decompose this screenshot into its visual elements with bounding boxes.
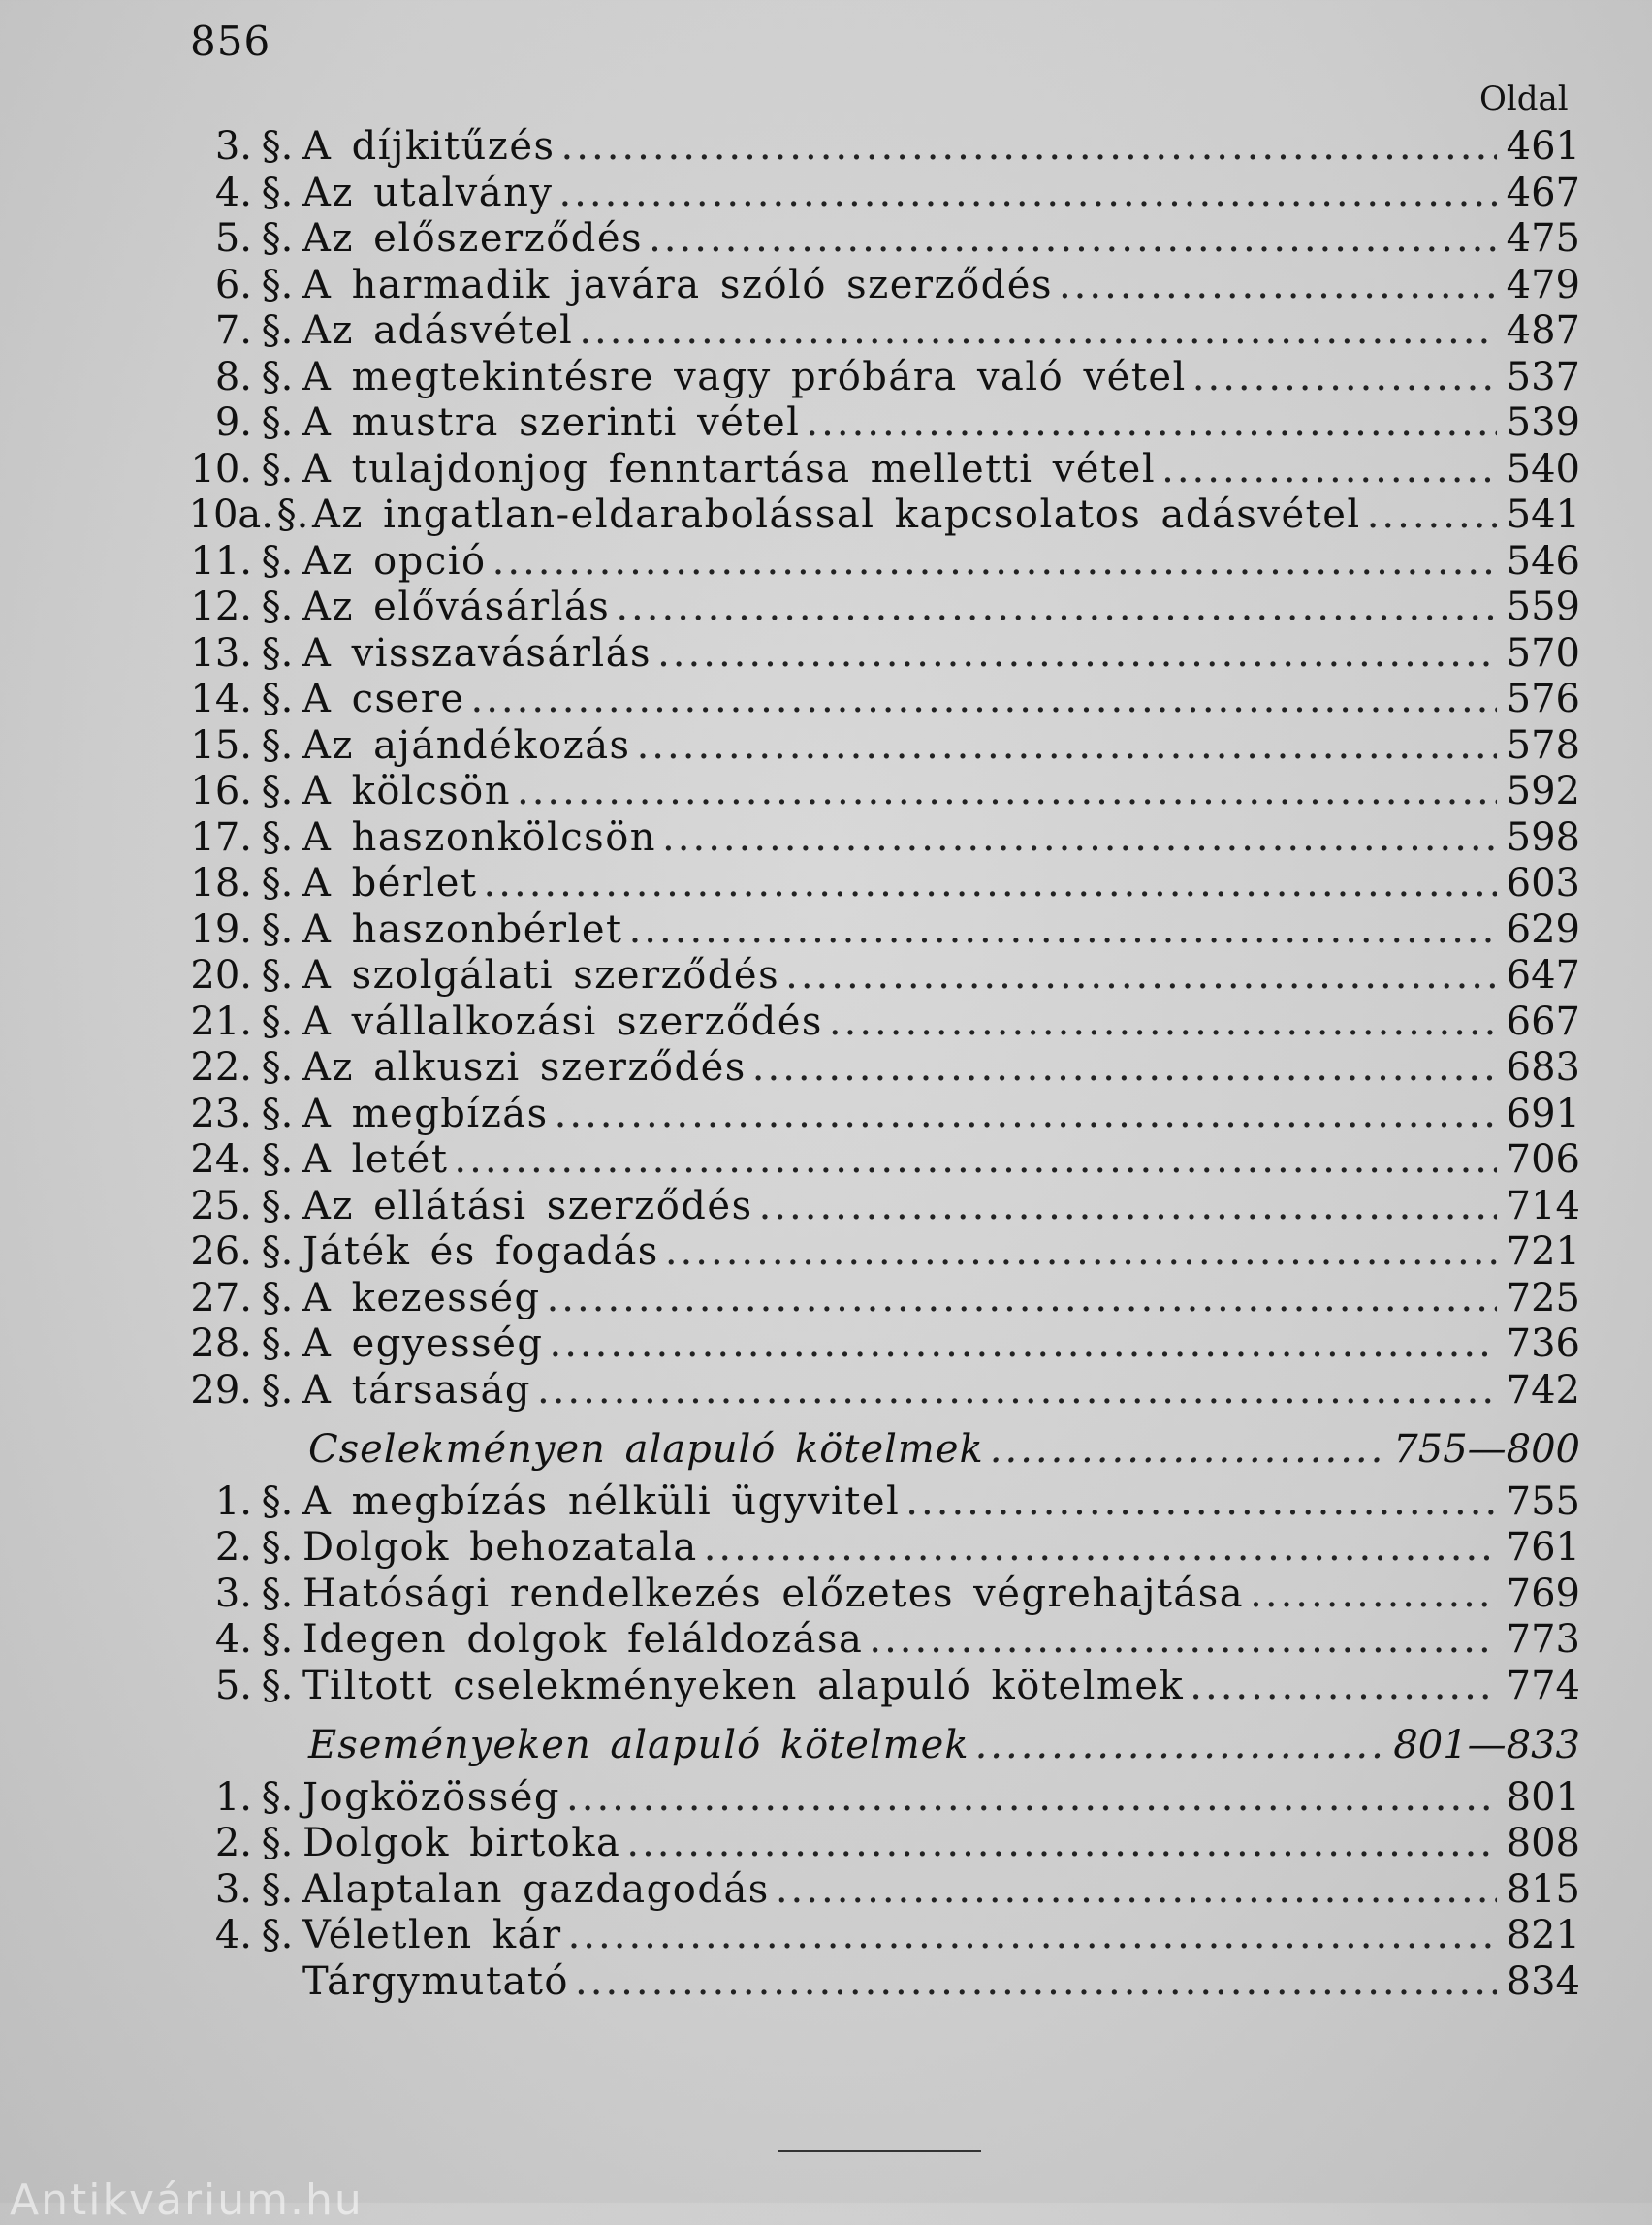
entry-title: Jogközösség bbox=[302, 1774, 561, 1820]
entry-title: A csere bbox=[302, 677, 465, 721]
entry-title: Az utalvány bbox=[302, 170, 554, 215]
column-header-oldal: Oldal bbox=[1479, 79, 1569, 118]
section-heading-title: Eseményeken alapuló kötelmek bbox=[308, 1723, 969, 1767]
entry-number: 5. bbox=[214, 216, 252, 261]
entry-title: A harmadik javára szóló szerződés bbox=[302, 262, 1053, 307]
toc-entry bbox=[184, 585, 1580, 631]
entry-page: 725 bbox=[1506, 1275, 1580, 1320]
toc-entry bbox=[184, 1913, 1580, 1959]
dot-leader bbox=[517, 769, 1497, 815]
entry-number: 10a. bbox=[188, 493, 273, 537]
section-mark: §. bbox=[261, 1821, 294, 1865]
entry-page: 706 bbox=[1506, 1137, 1580, 1182]
entry-title: A megbízás nélküli ügyvitel bbox=[302, 1478, 901, 1524]
section-mark: §. bbox=[261, 1617, 294, 1662]
section-heading-title: Cselekményen alapuló kötelmek bbox=[308, 1427, 984, 1472]
entry-number: 26. bbox=[190, 1229, 252, 1274]
toc-section-heading bbox=[184, 1723, 1580, 1769]
dot-leader bbox=[1161, 447, 1497, 493]
section-mark: §. bbox=[261, 354, 294, 399]
entry-number: 17. bbox=[190, 814, 252, 860]
table-of-contents bbox=[184, 124, 1580, 2005]
page-number: 856 bbox=[190, 17, 271, 65]
entry-title: Idegen dolgok feláldozása bbox=[302, 1617, 864, 1662]
entry-number: 3. bbox=[214, 1866, 252, 1912]
entry-title: Az opció bbox=[302, 538, 487, 584]
toc-entry bbox=[184, 953, 1580, 1000]
entry-page: 667 bbox=[1506, 999, 1580, 1044]
dot-leader bbox=[484, 861, 1497, 907]
section-mark: §. bbox=[261, 861, 294, 906]
section-mark: §. bbox=[261, 585, 294, 629]
entry-page: 559 bbox=[1506, 585, 1580, 629]
section-mark: §. bbox=[261, 308, 294, 353]
entry-title: Az adásvétel bbox=[302, 308, 574, 353]
entry-title: Az alkuszi szerződés bbox=[302, 1045, 747, 1090]
section-mark: §. bbox=[261, 1913, 294, 1957]
entry-number: 13. bbox=[190, 630, 252, 676]
toc-entry bbox=[184, 1045, 1580, 1092]
section-mark: §. bbox=[261, 769, 294, 813]
dot-leader bbox=[637, 723, 1497, 770]
entry-number: 7. bbox=[214, 308, 252, 353]
toc-entry bbox=[184, 815, 1580, 862]
toc-entry bbox=[184, 1867, 1580, 1914]
entry-title: Hatósági rendelkezés előzetes végrehajtása bbox=[302, 1571, 1245, 1616]
entry-number: 1. bbox=[214, 1774, 252, 1820]
entry-page: 808 bbox=[1506, 1821, 1580, 1865]
toc-entry bbox=[184, 1368, 1580, 1414]
toc-entry bbox=[184, 355, 1580, 401]
entry-page: 578 bbox=[1506, 722, 1580, 768]
entry-title: Dolgok birtoka bbox=[302, 1821, 621, 1865]
section-heading-page-range: 801—833 bbox=[1393, 1723, 1580, 1767]
entry-title: A tulajdonjog fenntartása melletti vétel bbox=[302, 446, 1157, 492]
dot-leader bbox=[806, 400, 1497, 447]
dot-leader bbox=[1190, 1664, 1497, 1710]
entry-page: 714 bbox=[1506, 1183, 1580, 1228]
entry-title: A visszavásárlás bbox=[302, 630, 652, 676]
dot-leader bbox=[537, 1368, 1497, 1414]
dot-leader bbox=[1250, 1572, 1497, 1618]
entry-page: 755 bbox=[1506, 1478, 1580, 1524]
section-mark: §. bbox=[261, 400, 294, 445]
toc-entry bbox=[184, 631, 1580, 678]
section-mark: §. bbox=[261, 262, 294, 307]
section-mark: §. bbox=[276, 493, 309, 537]
toc-entry bbox=[184, 539, 1580, 586]
dot-leader bbox=[555, 1092, 1497, 1138]
entry-page: 479 bbox=[1506, 262, 1580, 307]
section-mark: §. bbox=[261, 722, 294, 768]
entry-title: A kölcsön bbox=[302, 769, 511, 813]
entry-number: 12. bbox=[190, 585, 252, 629]
entry-page: 742 bbox=[1506, 1367, 1580, 1413]
toc-entry bbox=[184, 1184, 1580, 1230]
dot-leader bbox=[649, 216, 1497, 263]
entry-title: A szolgálati szerződés bbox=[302, 953, 780, 998]
dot-leader bbox=[990, 1427, 1388, 1474]
entry-number: 21. bbox=[190, 999, 252, 1044]
entry-title: A kezesség bbox=[302, 1275, 541, 1320]
entry-page: 467 bbox=[1506, 170, 1580, 215]
section-mark: §. bbox=[261, 999, 294, 1044]
toc-entry bbox=[184, 1321, 1580, 1368]
entry-page: 761 bbox=[1506, 1525, 1580, 1570]
dot-leader bbox=[492, 539, 1497, 586]
section-mark: §. bbox=[261, 1525, 294, 1570]
entry-title: Az elővásárlás bbox=[302, 585, 611, 629]
entry-title: Véletlen kár bbox=[302, 1913, 562, 1957]
entry-title: Alaptalan gazdagodás bbox=[302, 1866, 770, 1912]
entry-title: Tiltott cselekményeken alapuló kötelmek bbox=[302, 1663, 1185, 1708]
section-mark: §. bbox=[261, 1091, 294, 1136]
entry-page: 576 bbox=[1506, 677, 1580, 721]
dot-leader bbox=[626, 1821, 1497, 1867]
entry-page: 683 bbox=[1506, 1045, 1580, 1090]
entry-page: 546 bbox=[1506, 538, 1580, 584]
toc-entry bbox=[184, 493, 1580, 539]
entry-title: A letét bbox=[302, 1137, 449, 1182]
entry-number: 14. bbox=[190, 677, 252, 721]
entry-number: 27. bbox=[190, 1275, 252, 1320]
section-mark: §. bbox=[261, 1045, 294, 1090]
entry-page: 603 bbox=[1506, 861, 1580, 906]
section-mark: §. bbox=[261, 538, 294, 584]
entry-number: 3. bbox=[214, 1571, 252, 1616]
entry-title: Az előszerződés bbox=[302, 216, 644, 261]
entry-title: A társaság bbox=[302, 1367, 531, 1413]
entry-number: 4. bbox=[214, 170, 252, 215]
entry-number: 18. bbox=[190, 861, 252, 906]
dot-leader bbox=[561, 124, 1497, 171]
section-mark: §. bbox=[261, 677, 294, 721]
toc-entry bbox=[184, 1617, 1580, 1664]
section-mark: §. bbox=[261, 1478, 294, 1524]
dot-leader bbox=[829, 1000, 1497, 1046]
section-mark: §. bbox=[261, 446, 294, 492]
toc-entry bbox=[184, 171, 1580, 217]
entry-title: A egyesség bbox=[302, 1321, 544, 1366]
dot-leader bbox=[752, 1045, 1497, 1092]
toc-entry bbox=[184, 1664, 1580, 1710]
entry-page: 815 bbox=[1506, 1866, 1580, 1912]
section-mark: §. bbox=[261, 1663, 294, 1708]
dot-leader bbox=[575, 1959, 1497, 2006]
entry-page: 539 bbox=[1506, 400, 1580, 445]
entry-number: 20. bbox=[190, 953, 252, 998]
entry-number: 28. bbox=[190, 1321, 252, 1366]
section-mark: §. bbox=[261, 1137, 294, 1182]
toc-entry bbox=[184, 1092, 1580, 1138]
toc-section-heading bbox=[184, 1427, 1580, 1474]
entry-number: 24. bbox=[190, 1137, 252, 1182]
dot-leader bbox=[616, 585, 1497, 631]
entry-title: A díjkitűzés bbox=[302, 124, 556, 169]
index-page: 834 bbox=[1506, 1958, 1580, 2004]
entry-page: 801 bbox=[1506, 1774, 1580, 1820]
toc-entry bbox=[184, 263, 1580, 309]
entry-number: 23. bbox=[190, 1091, 252, 1136]
toc-entry bbox=[184, 1276, 1580, 1322]
section-mark: §. bbox=[261, 1571, 294, 1616]
entry-page: 736 bbox=[1506, 1321, 1580, 1366]
section-mark: §. bbox=[261, 906, 294, 952]
entry-number: 16. bbox=[190, 769, 252, 813]
dot-leader bbox=[454, 1137, 1497, 1184]
toc-entry bbox=[184, 400, 1580, 447]
dot-leader bbox=[869, 1617, 1497, 1664]
toc-entry bbox=[184, 677, 1580, 723]
entry-number: 2. bbox=[214, 1821, 252, 1865]
index-title: Tárgymutató bbox=[302, 1958, 570, 2004]
dot-leader bbox=[657, 631, 1497, 678]
entry-page: 475 bbox=[1506, 216, 1580, 261]
dot-leader bbox=[547, 1276, 1497, 1322]
entry-title: A megtekintésre vagy próbára való vétel bbox=[302, 354, 1187, 399]
entry-title: Az ellátási szerződés bbox=[302, 1183, 753, 1228]
entry-number: 22. bbox=[190, 1045, 252, 1090]
toc-entry bbox=[184, 861, 1580, 907]
footer-rule bbox=[778, 2150, 981, 2152]
entry-number: 11. bbox=[190, 538, 252, 584]
entry-number: 5. bbox=[214, 1663, 252, 1708]
toc-index-entry bbox=[184, 1959, 1580, 2006]
dot-leader bbox=[1059, 263, 1497, 309]
toc-entry bbox=[184, 723, 1580, 770]
dot-leader bbox=[568, 1913, 1497, 1959]
toc-entry bbox=[184, 308, 1580, 355]
section-mark: §. bbox=[261, 1183, 294, 1228]
section-mark: §. bbox=[261, 1321, 294, 1366]
entry-number: 19. bbox=[190, 906, 252, 952]
dot-leader bbox=[905, 1479, 1497, 1526]
section-mark: §. bbox=[261, 1367, 294, 1413]
entry-title: Játék és fogadás bbox=[302, 1229, 659, 1274]
watermark: Antikvárium.hu bbox=[10, 2176, 364, 2225]
entry-title: A mustra szerinti vétel bbox=[302, 400, 801, 445]
dot-leader bbox=[579, 308, 1497, 355]
entry-number: 6. bbox=[214, 262, 252, 307]
entry-page: 821 bbox=[1506, 1913, 1580, 1957]
toc-entry bbox=[184, 769, 1580, 815]
section-heading-page-range: 755—800 bbox=[1393, 1427, 1580, 1472]
dot-leader bbox=[975, 1723, 1388, 1769]
toc-entry bbox=[184, 1479, 1580, 1526]
entry-number: 1. bbox=[214, 1478, 252, 1524]
entry-title: A haszonkölcsön bbox=[302, 814, 657, 860]
toc-entry bbox=[184, 1525, 1580, 1572]
entry-title: Dolgok behozatala bbox=[302, 1525, 698, 1570]
entry-number: 8. bbox=[214, 354, 252, 399]
entry-number: 29. bbox=[190, 1367, 252, 1413]
entry-page: 721 bbox=[1506, 1229, 1580, 1274]
entry-title: A haszonbérlet bbox=[302, 906, 623, 952]
section-mark: §. bbox=[261, 953, 294, 998]
dot-leader bbox=[471, 677, 1498, 723]
dot-leader bbox=[566, 1775, 1497, 1822]
entry-page: 570 bbox=[1506, 630, 1580, 676]
toc-entry bbox=[184, 1821, 1580, 1867]
dot-leader bbox=[704, 1525, 1497, 1572]
entry-page: 541 bbox=[1506, 493, 1580, 537]
section-mark: §. bbox=[261, 1866, 294, 1912]
dot-leader bbox=[558, 171, 1497, 217]
dot-leader bbox=[1192, 355, 1497, 401]
dot-leader bbox=[665, 1229, 1497, 1276]
entry-number: 25. bbox=[190, 1183, 252, 1228]
section-mark: §. bbox=[261, 1275, 294, 1320]
entry-page: 592 bbox=[1506, 769, 1580, 813]
entry-page: 487 bbox=[1506, 308, 1580, 353]
toc-entry bbox=[184, 1000, 1580, 1046]
section-mark: §. bbox=[261, 1774, 294, 1820]
entry-page: 691 bbox=[1506, 1091, 1580, 1136]
toc-entry bbox=[184, 124, 1580, 171]
entry-title: A vállalkozási szerződés bbox=[302, 999, 823, 1044]
dot-leader bbox=[549, 1321, 1497, 1368]
toc-entry bbox=[184, 1229, 1580, 1276]
section-mark: §. bbox=[261, 124, 294, 169]
dot-leader bbox=[629, 907, 1497, 954]
entry-number: 3. bbox=[214, 124, 252, 169]
entry-page: 461 bbox=[1506, 124, 1580, 169]
toc-entry bbox=[184, 1137, 1580, 1184]
entry-title: Az ingatlan-eldarabolással kapcsolatos adásvétel bbox=[312, 493, 1361, 537]
entry-page: 774 bbox=[1506, 1663, 1580, 1708]
entry-page: 540 bbox=[1506, 446, 1580, 492]
dot-leader bbox=[1367, 493, 1497, 539]
section-mark: §. bbox=[261, 216, 294, 261]
dot-leader bbox=[776, 1867, 1497, 1914]
entry-title: A megbízás bbox=[302, 1091, 549, 1136]
toc-entry bbox=[184, 447, 1580, 493]
entry-number: 10. bbox=[190, 446, 252, 492]
entry-page: 773 bbox=[1506, 1617, 1580, 1662]
dot-leader bbox=[785, 953, 1497, 1000]
section-mark: §. bbox=[261, 630, 294, 676]
dot-leader bbox=[759, 1184, 1497, 1230]
entry-number: 4. bbox=[214, 1617, 252, 1662]
section-mark: §. bbox=[261, 1229, 294, 1274]
entry-number: 4. bbox=[214, 1913, 252, 1957]
entry-number: 9. bbox=[214, 400, 252, 445]
section-mark: §. bbox=[261, 814, 294, 860]
entry-page: 598 bbox=[1506, 814, 1580, 860]
toc-entry bbox=[184, 1572, 1580, 1618]
entry-title: Az ajándékozás bbox=[302, 722, 631, 768]
entry-title: A bérlet bbox=[302, 861, 478, 906]
dot-leader bbox=[662, 815, 1497, 862]
toc-entry bbox=[184, 907, 1580, 954]
section-mark: §. bbox=[261, 170, 294, 215]
entry-page: 629 bbox=[1506, 906, 1580, 952]
entry-number: 2. bbox=[214, 1525, 252, 1570]
entry-page: 537 bbox=[1506, 354, 1580, 399]
entry-page: 647 bbox=[1506, 953, 1580, 998]
entry-number: 15. bbox=[190, 722, 252, 768]
entry-page: 769 bbox=[1506, 1571, 1580, 1616]
toc-entry bbox=[184, 216, 1580, 263]
toc-entry bbox=[184, 1775, 1580, 1822]
